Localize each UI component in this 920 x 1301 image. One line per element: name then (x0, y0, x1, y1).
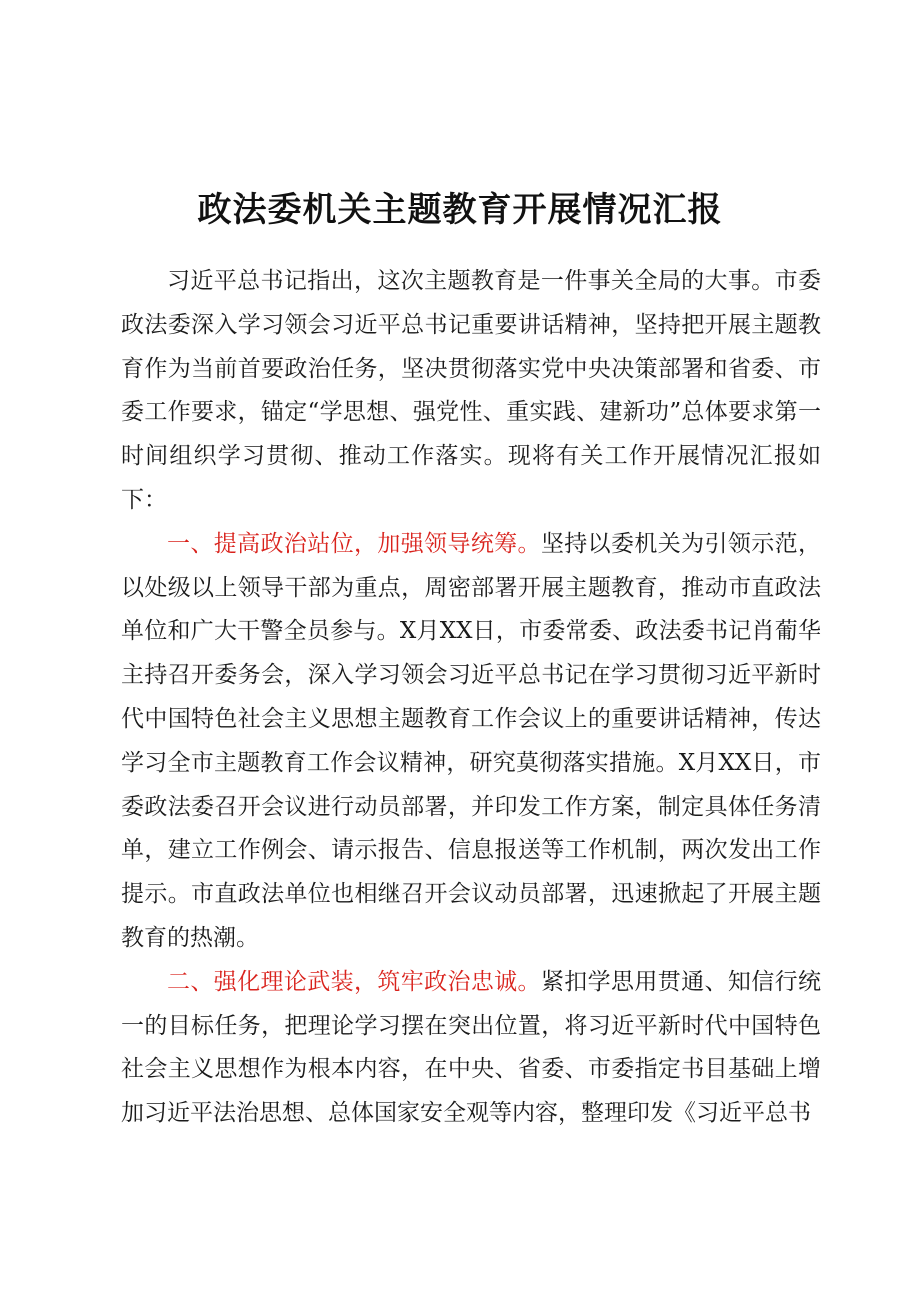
section-2-heading: 二、强化理论武装，筑牢政治忠诚。 (167, 968, 541, 995)
paragraph-intro-text: 习近平总书记指出，这次主题教育是一件事关全局的大事。市委政法委深入学习领会习近平总书记重要讲话精神，坚持把开展主题教育作为当前首要政治任务，坚决贯彻落实党中央决策部署和省委、市委工作要求，锚定“学思想、强党性、重实践、建新功”总体要求第一时间组织学习贯彻、推动工作落实。现将有关工作开展情况汇报如下： (121, 268, 821, 513)
section-2-text: 紧扣学思用贯通、知信行统一的目标任务，把理论学习摆在突出位置，将习近平新时代中国特色社会主义思想作为根本内容，在中央、省委、市委指定书目基础上增加习近平法治思想、总体国家安全观等内容，整理印发《习近平总书 (121, 968, 822, 1127)
section-1-heading: 一、提高政治站位，加强领导统筹。 (167, 530, 541, 557)
document-title: 政法委机关主题教育开展情况汇报 (197, 190, 723, 230)
paragraph-intro (121, 260, 821, 523)
section-1-text: 坚持以委机关为引领示范，以处级以上领导干部为重点，周密部署开展主题教育，推动市直政法单位和广大干警全员参与。X月XX日，市委常委、政法委书记肖葡华主持召开委务会，深入学习领会习近平总书记在学习贯彻习近平新时代中国特色社会主义思想主题教育工作会议上的重要讲话精神，传达学习全市主题教育工作会议精神，研究莫彻落实措施。X月XX日，市委政法委召开会议进行动员部署，并印发工作方案，制定具体任务清单，建立工作例会、请示报告、信息报送等工作机制，两次发出工作提示。市直政法单位也相继召开会议动员部署，迅速掀起了开展主题教育的热潮。 (121, 530, 822, 951)
document-body (121, 260, 821, 1136)
paragraph-section-2 (121, 961, 821, 1136)
paragraph-section-1 (121, 523, 821, 961)
